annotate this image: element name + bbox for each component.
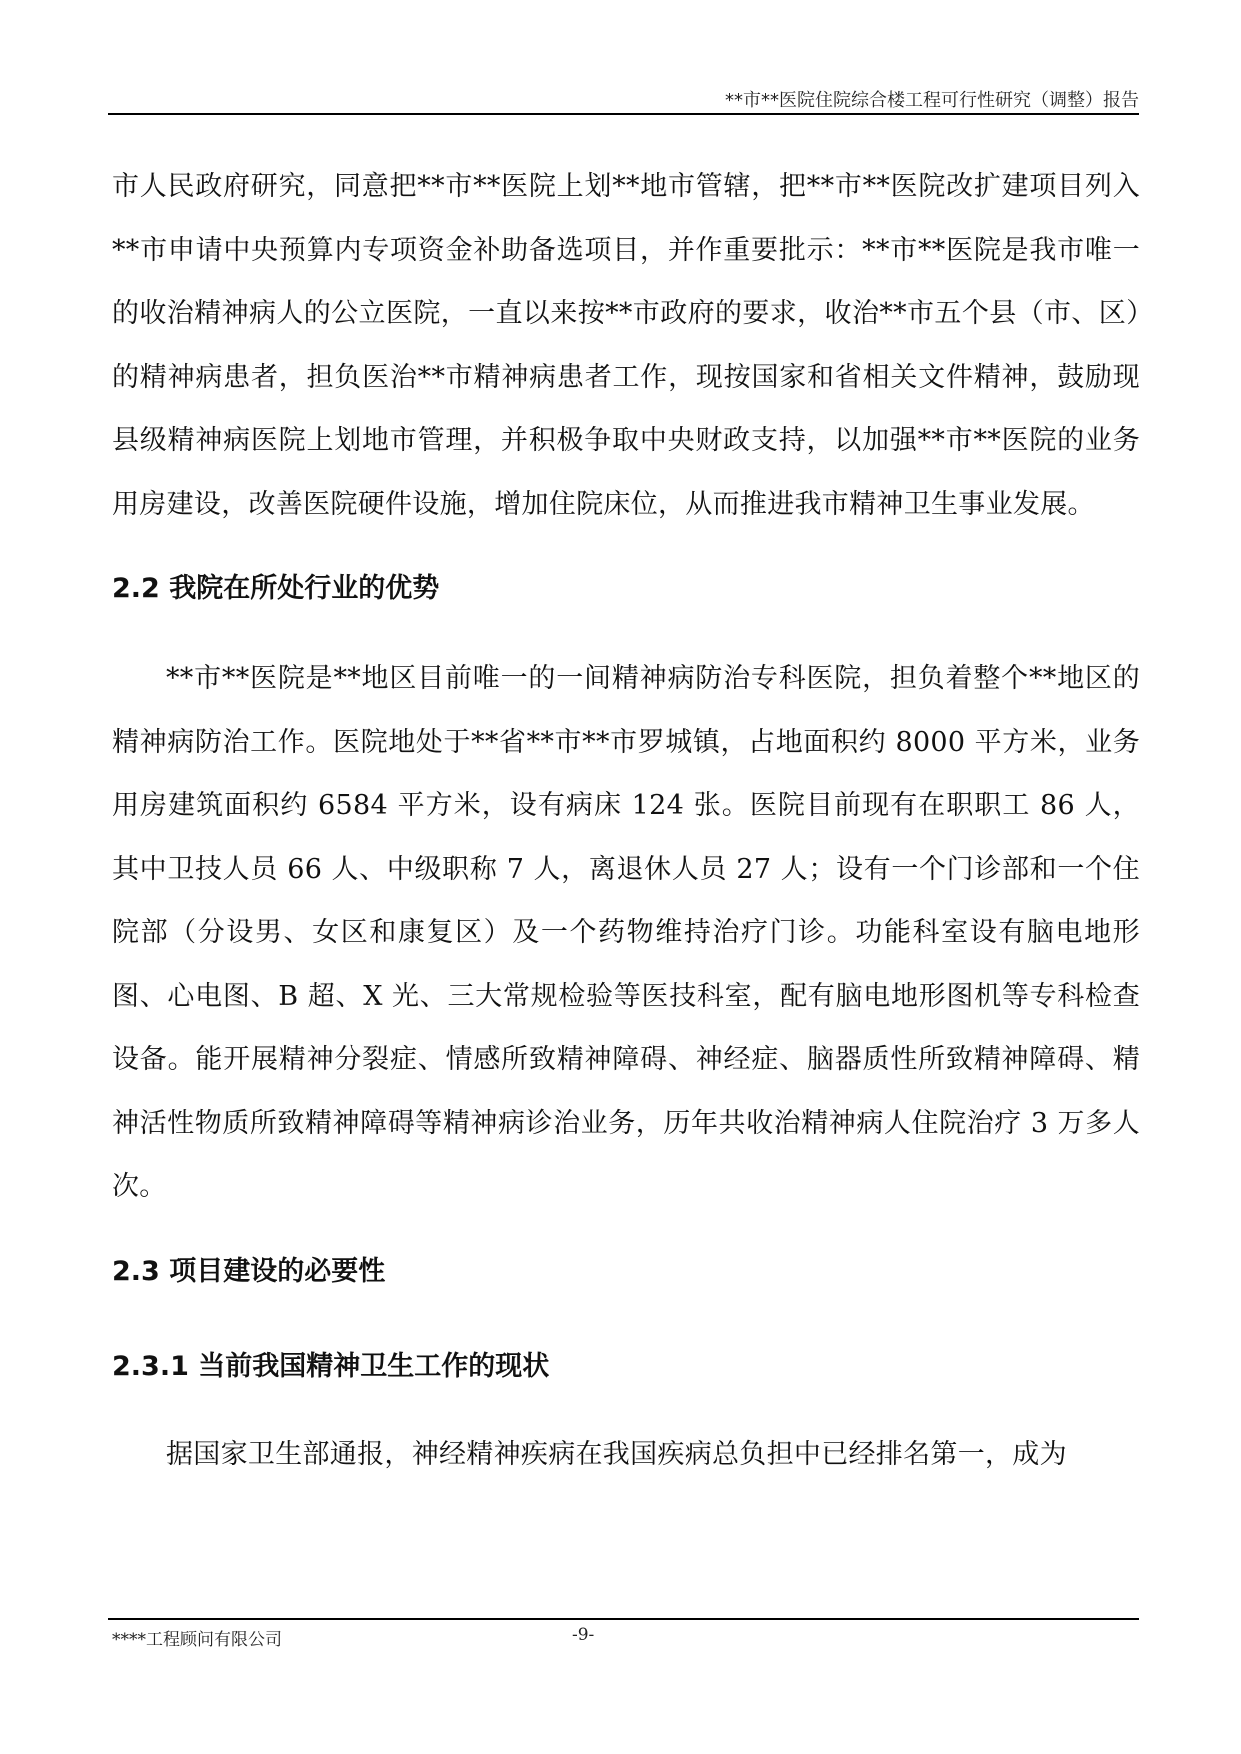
header-rule <box>108 113 1139 115</box>
page-number: -9- <box>572 1625 595 1645</box>
running-header: **市**医院住院综合楼工程可行性研究（调整）报告 <box>725 90 1139 111</box>
section-heading-2-3-1: 2.3.1 当前我国精神卫生工作的现状 <box>112 1350 550 1382</box>
paragraph-status: 据国家卫生部通报，神经精神疾病在我国疾病总负担中已经排名第一，成为 <box>166 1438 1067 1470</box>
paragraph-continuation: 市人民政府研究，同意把**市**医院上划**地市管辖，把**市**医院改扩建项目列入**市申请中央预算内专项资金补助备选项目，并作重要批示：**市**医院是我市唯一的收治精神病人的公立医院，一直以来按**市政府的要求，收治**市五个县（市、区）的精神病患者，担负医治**市精神病患者工作，现按国家和省相关文件精神，鼓励现县级精神病医院上划地市管理，并积极争取中央财政支持，以加强**市**医院的业务用房建设，改善医院硬件设施，增加住院床位，从而推进我市精神卫生事业发展。 <box>112 171 1140 520</box>
section-heading-2-3: 2.3 项目建设的必要性 <box>112 1255 386 1287</box>
section-heading-2-2: 2.2 我院在所处行业的优势 <box>112 573 440 604</box>
page-body <box>112 155 1140 1486</box>
footer-company: ****工程顾问有限公司 <box>112 1630 282 1650</box>
footer-rule <box>108 1618 1139 1620</box>
paragraph-advantages: **市**医院是**地区目前唯一的一间精神病防治专科医院，担负着整个**地区的精神病防治工作。医院地处于**省**市**市罗城镇，占地面积约 8000 平方米，业务用房建筑面积约 6584 平方米，设有病床 124 张。医院目前现有在职职工 86 人，其中卫技人员 66 人、中级职称 7 人，离退休人员 27 人；设有一个门诊部和一个住院部（分设男、女区和康复区）及一个药物维持治疗门诊。功能科室设有脑电地形图、心电图、B 超、X 光、三大常规检验等医技科室，配有脑电地形图机等专科检查设备。能开展精神分裂症、情感所致精神障碍、神经症、脑器质性所致精神障碍、精神活性物质所致精神障碍等精神病诊治业务，历年共收治精神病人住院治疗 3 万多人次。 <box>112 663 1140 1202</box>
